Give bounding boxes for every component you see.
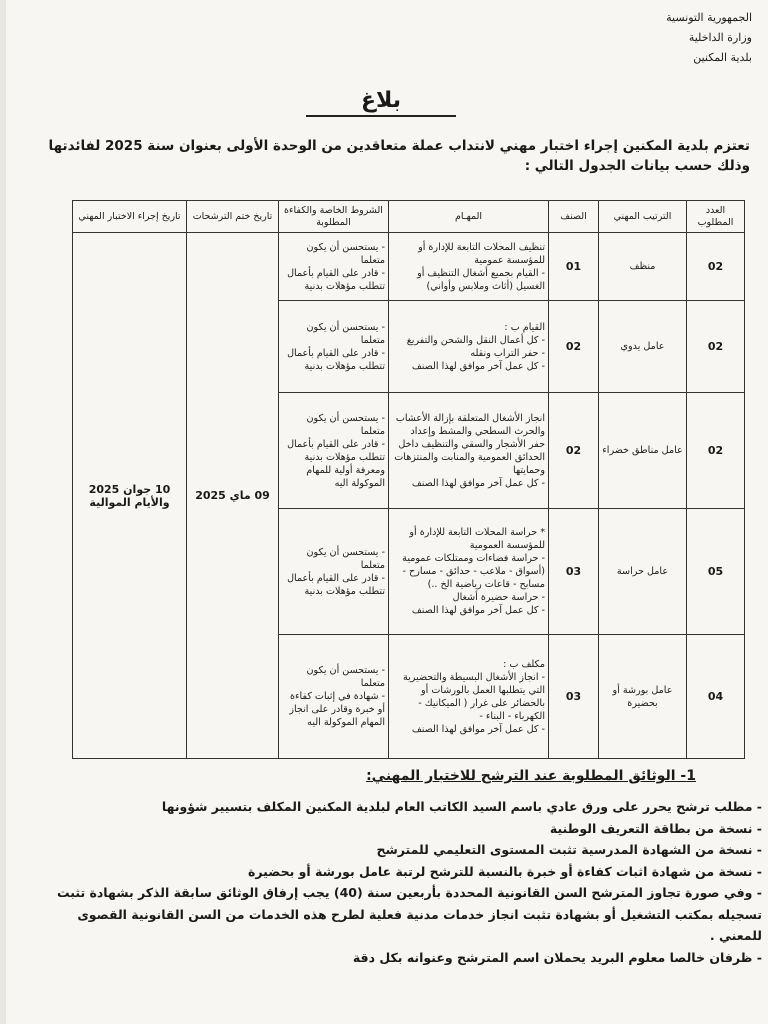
task-line: - انجاز الأشغال البسيطة والتحضيرية التي يتطلبها العمل بالورشات أو بالحضائر على غرار ( الميكانيك - الكهرباء - البناء - [402, 671, 545, 722]
condition-line: - قادر على القيام بأعمال تتطلب مؤهلات بدنية [287, 572, 385, 597]
condition-line: - يستحسن أن يكون متعلما [306, 321, 385, 346]
cell-tasks [389, 635, 549, 759]
cell-rank: منظف [599, 233, 687, 301]
header-exam-date: تاريخ إجراء الاختبار المهني [73, 201, 187, 233]
list-item: - نسخة من الشهادة المدرسية تثبت المستوى التعليمي للمترشح [376, 842, 762, 857]
cell-exam-date: 10 جوان 2025 والأيام الموالية [73, 233, 187, 759]
required-documents-list [36, 796, 762, 968]
header-rank: الترتيب المهني [599, 201, 687, 233]
cell-grade: 03 [549, 635, 599, 759]
task-line: - كل أعمال النقل والشحن والتفريغ [406, 334, 545, 346]
list-item: - مطلب ترشح يحرر على ورق عادي باسم السيد الكاتب العام لبلدية المكنين المكلف بتسيير شؤونها [161, 799, 762, 814]
task-line: مكلف ب : [503, 658, 545, 670]
task-line: - كل عمل آخر موافق لهذا الصنف [411, 605, 545, 616]
task-line: - حراسة حضيرة أشغال [452, 592, 545, 603]
cell-grade: 02 [549, 301, 599, 393]
cell-count: 02 [687, 233, 745, 301]
cell-conditions [279, 233, 389, 301]
cell-tasks [389, 233, 549, 301]
cell-conditions [279, 509, 389, 635]
cell-rank: عامل مناطق خضراء [599, 393, 687, 509]
cell-rank: عامل يدوي [599, 301, 687, 393]
table-header-row [73, 201, 745, 233]
cell-count: 04 [687, 635, 745, 759]
condition-line: - قادر على القيام بأعمال تتطلب مؤهلات بدنية [287, 347, 385, 372]
letterhead-ministry: وزارة الداخلية [688, 31, 752, 44]
task-line: انجاز الأشغال المتعلقة بإزالة الأعشاب والحرث السطحي والمشط وإعداد حفر الأشجار والسقي والتنظيف داخل الحدائق العمومية والمنابت والمنتزهات وحمايتها [394, 412, 545, 476]
task-line: - كل عمل آخر موافق لهذا الصنف [411, 477, 545, 489]
condition-line: - يستحسن أن يكون متعلما [306, 546, 385, 571]
header-deadline: تاريخ ختم الترشحات [187, 201, 279, 233]
cell-tasks [389, 393, 549, 509]
cell-rank: عامل حراسة [599, 509, 687, 635]
condition-line: - يستحسن أن يكون متعلما [306, 412, 385, 437]
task-line: - كل عمل آخر موافق لهذا الصنف [411, 723, 545, 735]
condition-line: - شهادة في إثبات كفاءة أو خبرة وقادر على انجاز المهام الموكولة اليه [289, 691, 385, 728]
cell-conditions [279, 393, 389, 509]
cell-count: 05 [687, 509, 745, 635]
cell-rank: عامل بورشة أو بحضيرة [599, 635, 687, 759]
cell-grade: 02 [549, 393, 599, 509]
task-line: تنظيف المحلات التابعة للإدارة أو للمؤسسة عمومية [418, 241, 545, 266]
cell-grade: 01 [549, 233, 599, 301]
section-title-documents: 1- الوثائق المطلوبة عند الترشح للاختبار المهني: [366, 768, 696, 784]
cell-count: 02 [687, 301, 745, 393]
condition-line: - يستحسن أن يكون متعلما [306, 241, 385, 266]
header-tasks: المهـام [389, 201, 549, 233]
cell-conditions [279, 635, 389, 759]
header-count: العدد المطلوب [687, 201, 745, 233]
letterhead-municipality: بلدية المكنين [693, 51, 752, 64]
cell-tasks [389, 509, 549, 635]
letterhead-republic: الجمهورية التونسية [666, 11, 752, 24]
condition-line: - قادر على القيام بأعمال تتطلب مؤهلات بدنية ومعرفة أولية للمهام الموكولة اليه [287, 438, 385, 489]
list-item: - نسخة من بطاقة التعريف الوطنية [549, 820, 762, 836]
header-conditions: الشروط الخاصة والكفاءة المطلوبة [279, 201, 389, 233]
task-line: - حراسة فضاءات وممتلكات عمومية (أسواق - ملاعب - حدائق - مسارح - مسابح - قاعات رياضية الخ ..) [402, 553, 545, 590]
condition-line: - يستحسن أن يكون متعلما [306, 665, 385, 689]
document-title: بلاغ [306, 88, 456, 117]
task-line: القيام ب : [504, 321, 545, 333]
letterhead [632, 8, 752, 68]
intro-paragraph: تعتزم بلدية المكنين إجراء اختبار مهني لانتداب عملة متعاقدين من الوحدة الأولى بعنوان سنة 2025 لفائدتها وذلك حسب بيانات الجدول التالي : [48, 138, 750, 174]
cell-conditions [279, 301, 389, 393]
list-item: - نسخة من شهادة اثبات كفاءة أو خبرة بالنسبة للترشح لرتبة عامل بورشة أو بحضيرة [248, 863, 762, 879]
task-line: - القيام بجميع أشغال التنظيف أو الغسيل (أثاث وملابس وأواني) [417, 267, 545, 292]
condition-line: - قادر على القيام بأعمال تتطلب مؤهلات بدنية [287, 267, 385, 292]
list-item: - ظرفان خالصا معلوم البريد يحملان اسم المترشح وعنوانه بكل دقة [352, 949, 762, 965]
task-line: * حراسة المحلات التابعة للإدارة أو للمؤسسة العمومية [409, 527, 545, 551]
table-row [73, 233, 745, 301]
task-line: - كل عمل آخر موافق لهذا الصنف [411, 360, 545, 372]
header-grade: الصنف [549, 201, 599, 233]
cell-grade: 03 [549, 509, 599, 635]
task-line: - حفر التراب ونقله [470, 347, 545, 359]
cell-deadline: 09 ماي 2025 [187, 233, 279, 759]
document-page [6, 0, 768, 1024]
cell-count: 02 [687, 393, 745, 509]
cell-tasks [389, 301, 549, 393]
list-item: - وفي صورة تجاوز المترشح السن القانونية المحددة بأربعين سنة (40) يجب إرفاق الوثائق سابقة الذكر بشهادة تثبت تسجيله بمكتب التشغيل أو بشهادة تثبت انجاز خدمات مدنية فعلية لطرح هذه الخدمات من السن القانونية القصوى للمعني . [57, 885, 762, 943]
recruitment-table [72, 200, 745, 759]
